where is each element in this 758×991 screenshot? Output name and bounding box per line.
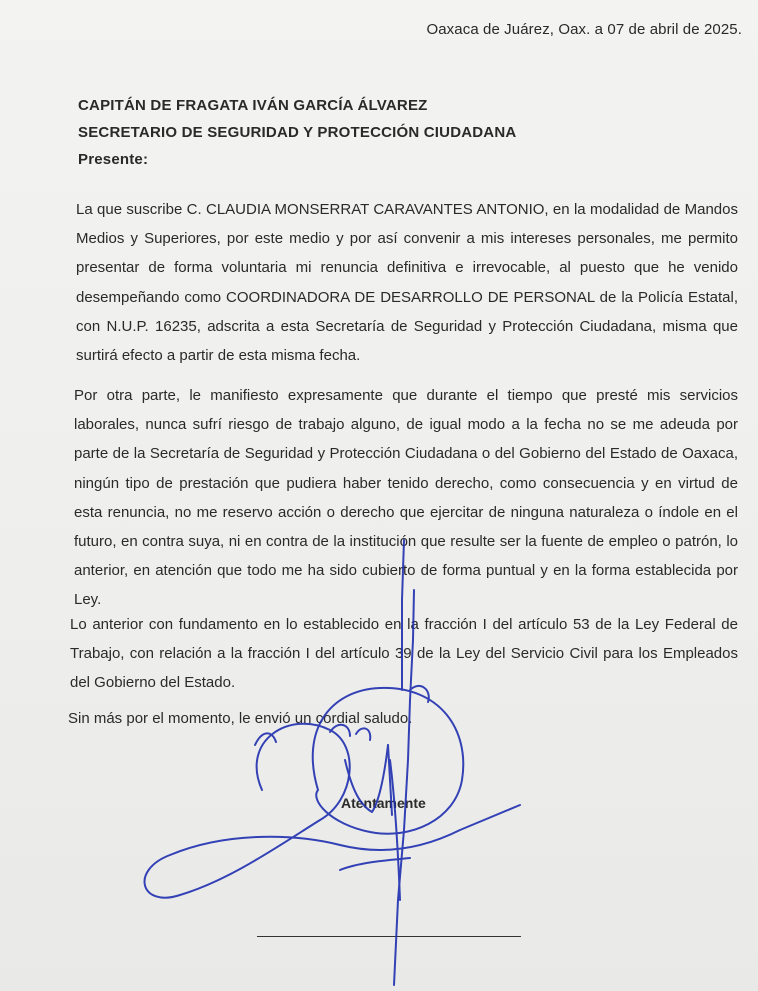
body-paragraph-1: La que suscribe C. CLAUDIA MONSERRAT CARAVANTES ANTONIO, en la modalidad de Mandos Medios y Superiores, por este medio y por así convenir a mis intereses personales, me permito presentar de forma voluntaria mi renuncia definitiva e irrevocable, al puesto que he venido desempeñando como COORDINADORA DE DESARROLLO DE PERSONAL de la Policía Estatal, con N.U.P. 16235, adscrita a esta Secretaría de Seguridad y Protección Ciudadana, misma que surtirá efecto a partir de esta misma fecha. [76, 201, 738, 365]
letter-date: Oaxaca de Juárez, Oax. a 07 de abril de 2025. [426, 21, 742, 38]
signature-line [257, 936, 521, 937]
closing: Atentamente [341, 795, 426, 811]
recipient-name: CAPITÁN DE FRAGATA IVÁN GARCÍA ÁLVAREZ [78, 97, 428, 114]
salutation: Presente: [78, 151, 149, 168]
recipient-block [78, 92, 516, 173]
recipient-title: SECRETARIO DE SEGURIDAD Y PROTECCIÓN CIUDADANA [78, 124, 517, 141]
body-paragraph-3: Lo anterior con fundamento en lo establecido en la fracción I del artículo 53 de la Ley Federal de Trabajo, con relación a la fracción I del artículo 39 de la Ley del Servicio Civil para los Empleados del Gobierno del Estado. [70, 616, 738, 692]
body-paragraph-4: Sin más por el momento, le envió un cordial saludo. [68, 710, 413, 727]
body-paragraph-2: Por otra parte, le manifiesto expresamente que durante el tiempo que presté mis servicios laborales, nunca sufrí riesgo de trabajo alguno, de igual modo a la fecha no se me adeuda por parte de la Secretaría de Seguridad y Protección Ciudadana o del Gobierno del Estado de Oaxaca, ningún tipo de prestación que pudiera haber tenido derecho, como consecuencia y en virtud de esta renuncia, no me reservo acción o derecho que ejercitar de ninguna naturaleza o índole en el futuro, en contra suya, ni en contra de la institución que resulte ser la fuente de empleo o patrón, lo anterior, en atención que todo me ha sido cubierto de forma puntual y en la forma establecida por Ley. [74, 387, 738, 609]
